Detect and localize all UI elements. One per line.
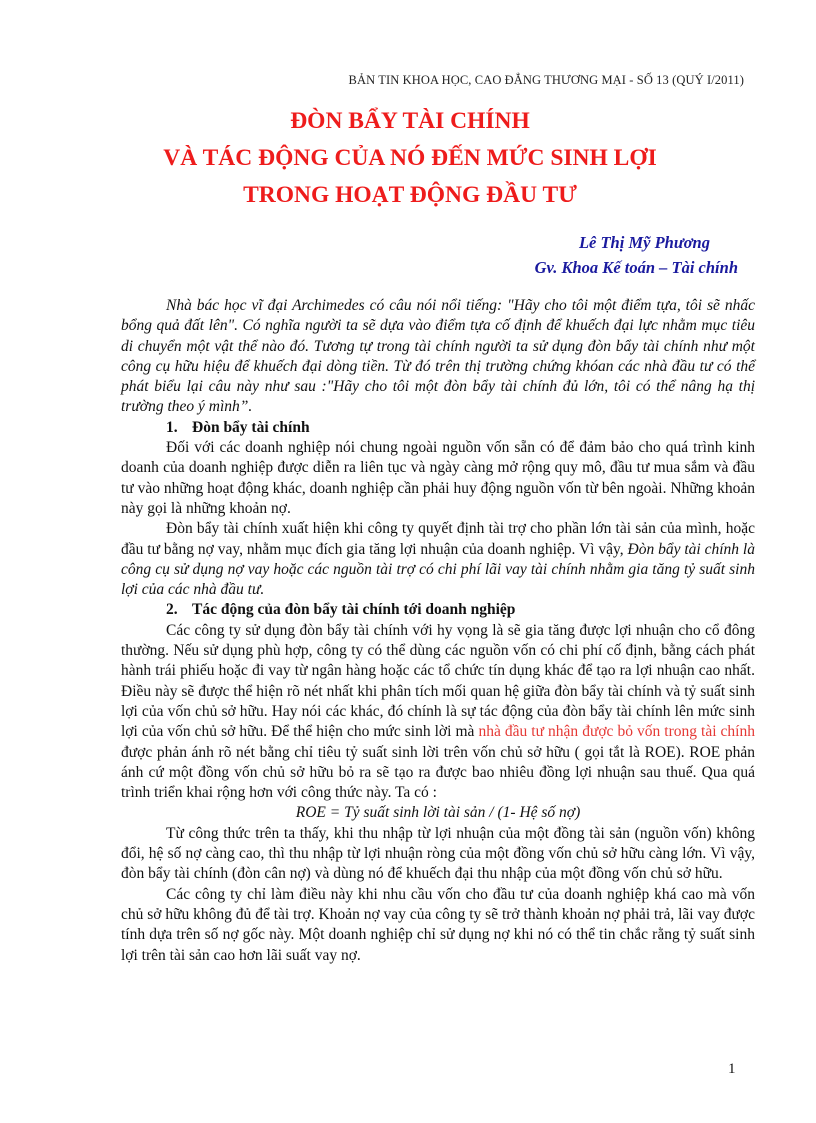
section-2-p1-text-a: Các công ty sử dụng đòn bẩy tài chính với hy vọng là sẽ gia tăng được lợi nhuận cho cổ đông thường. Nếu sử dụng phù hợp, công ty có thể dùng các nguồn vốn có chi phí cố định, bằng cách phát hành trái phiếu hoặc đi vay từ ngân hàng hoặc các tổ chức tín dụng khác để tạo ra lợi nhuận cao nhất. Điều này sẽ được thể hiện rõ nét nhất khi phân tích mối quan hệ giữa đòn bẩy tài chính và tỷ suất sinh lợi của vốn chủ sở hữu. Hay nói các khác, đó chính là sự tác động của đòn bẩy tài chính lên mức sinh lợi của vốn chủ sở hữu. Để thể hiện cho mức sinh lời mà (121, 621, 755, 741)
section-2-p1-highlight: nhà đầu tư nhận được bỏ vốn trong tài chính (478, 723, 755, 741)
article-body (121, 296, 755, 966)
section-2-paragraph-1 (121, 621, 755, 804)
section-1-title: Đòn bẩy tài chính (192, 418, 310, 436)
title-line-1: ĐÒN BẨY TÀI CHÍNH (290, 108, 530, 134)
section-1-paragraph-2 (121, 519, 755, 600)
section-2-paragraph-2: Từ công thức trên ta thấy, khi thu nhập từ lợi nhuận của một đồng tài sản (nguồn vốn) không đổi, hệ số nợ càng cao, thì thu nhập từ lợi nhuận ròng của một đồng vốn chủ sở hữu càng lớn. Vì vậy, đòn bẩy tài chính (đòn cân nợ) và dùng nó để khuếch đại thu nhập của một đồng vốn chủ sở hữu. (121, 824, 755, 883)
author-block (535, 230, 738, 280)
section-1-number: 1. (166, 418, 178, 436)
section-2-title: Tác động của đòn bẩy tài chính tới doanh nghiệp (192, 601, 516, 619)
section-1-p2-definition: Đòn bẩy tài chính là công cụ sử dụng nợ vay hoặc các nguồn tài trợ có chi phí lãi vay tài chính nhằm gia tăng tỷ suất sinh lợi của các nhà đầu tư. (121, 540, 755, 599)
page-number: 1 (728, 1061, 736, 1077)
roe-formula: ROE = Tỷ suất sinh lời tài sản / (1- Hệ số nợ) (295, 804, 581, 822)
author-name: Lê Thị Mỹ Phương (578, 233, 710, 252)
section-2-paragraph-3: Các công ty chỉ làm điều này khi nhu cầu vốn cho đầu tư của doanh nghiệp khá cao mà vốn chủ sở hữu không đủ để tài trợ. Khoản nợ vay của công ty sẽ trở thành khoản nợ phải trả, lãi vay được tính dựa trên số nợ gốc này. Một doanh nghiệp chỉ sử dụng nợ khi nó có thể tin chắc rằng tỷ suất sinh lợi trên tài sản cao hơn lãi suất vay nợ. (121, 885, 755, 964)
title-line-2: VÀ TÁC ĐỘNG CỦA NÓ ĐẾN MỨC SINH LỢI (163, 145, 657, 171)
section-2-p1-text-b: được phản ánh rõ nét bằng chỉ tiêu tỷ suất sinh lời trên vốn chủ sở hữu ( gọi tắt là ROE). ROE phản ánh cứ một đồng vốn chủ sở hữu bỏ ra sẽ tạo ra được bao nhiêu đồng lợi nhuận sau thuế. Qua quá trình triển khai rộng hơn với công thức này. Ta có : (121, 743, 755, 802)
section-1-paragraph-1: Đối với các doanh nghiệp nói chung ngoài nguồn vốn sẵn có để đảm bảo cho quá trình kinh doanh của doanh nghiệp được diễn ra liên tục và ngày càng mở rộng quy mô, đầu tư mua sắm và đầu tư vào những hoạt động khác, doanh nghiệp cần phải huy động nguồn vốn từ bên ngoài. Những khoản này gọi là những khoản nợ. (121, 439, 755, 517)
section-2-number: 2. (166, 601, 178, 619)
intro-paragraph: Nhà bác học vĩ đại Archimedes có câu nói nổi tiếng: "Hãy cho tôi một điểm tựa, tôi sẽ nhấc bổng quả đất lên". Có nghĩa người ta sẽ dựa vào điểm tựa cố định để khuếch đại lực nhằm mục tiêu di chuyển một vật thể nào đó. Tương tự trong tài chính người ta sử dụng đòn bẩy tài chính như một công cụ hữu hiệu để khuếch đại dòng tiền. Từ đó trên thị trường chứng khóan các nhà đầu tư có thể phát biểu lại câu này như sau :"Hãy cho tôi một đòn bẩy tài chính đủ lớn, tôi có thể nâng hạ thị trường theo ý mình”. (121, 297, 755, 416)
author-affiliation: Gv. Khoa Kế toán – Tài chính (534, 258, 738, 277)
section-2-heading (121, 600, 755, 620)
title-line-3: TRONG HOẠT ĐỘNG ĐẦU TƯ (243, 182, 577, 208)
section-1-heading (121, 418, 755, 438)
article-title (60, 103, 760, 214)
section-1-p2-text: Đòn bẩy tài chính xuất hiện khi công ty quyết định tài trợ cho phần lớn tài sản của mình, hoặc đầu tư bằng nợ vay, nhằm mục đích gia tăng lợi nhuận của doanh nghiệp. Vì vậy, (121, 520, 755, 558)
running-header: BẢN TIN KHOA HỌC, CAO ĐẲNG THƯƠNG MẠI - SỐ 13 (QUÝ I/2011) (348, 73, 744, 87)
